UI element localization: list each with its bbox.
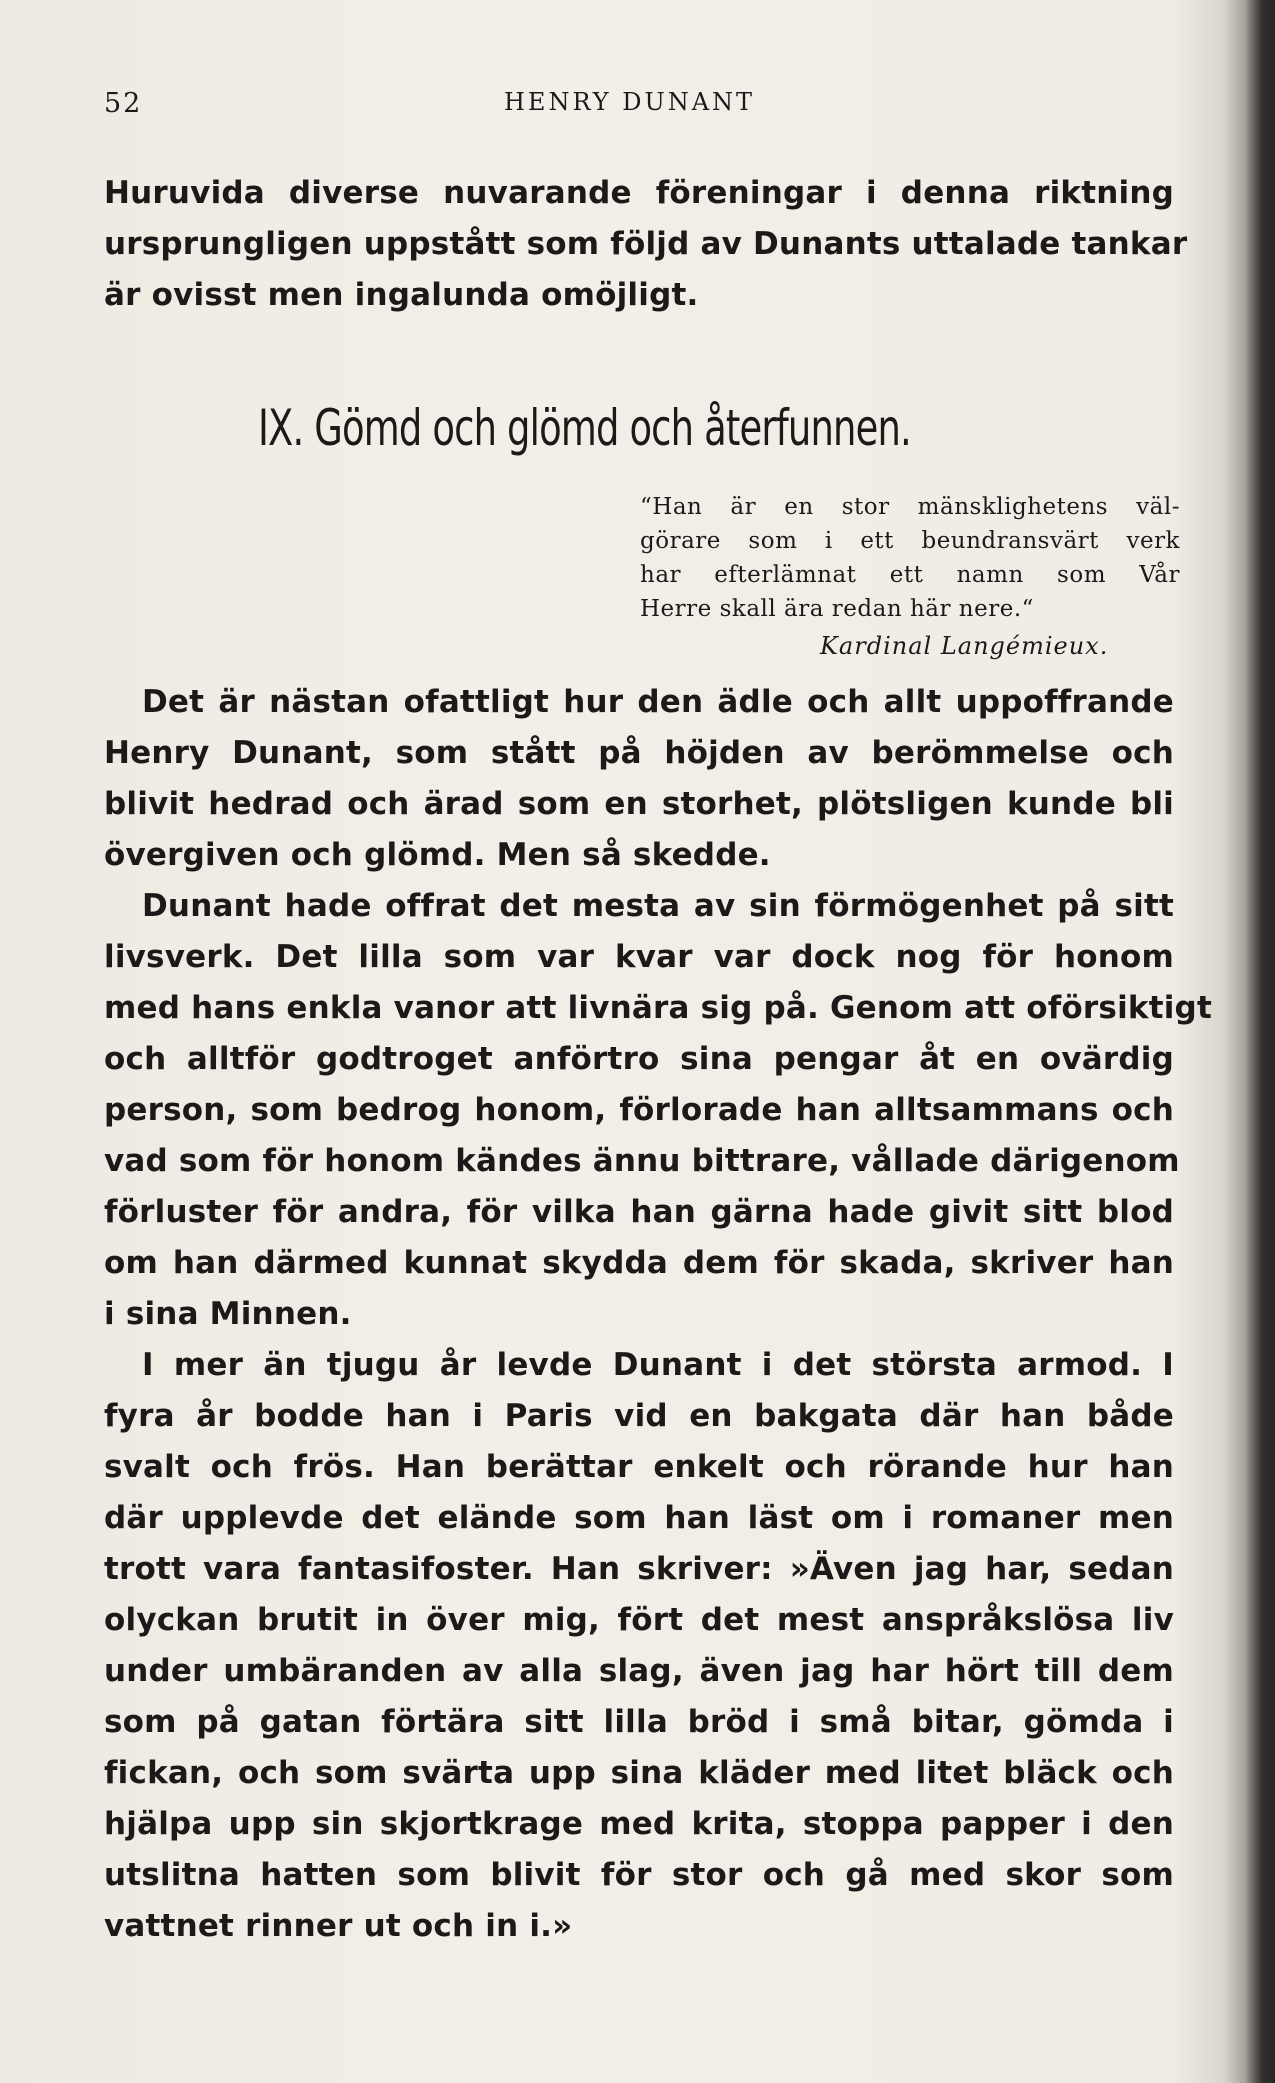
text-line: övergiven och glömd. Men så skedde. xyxy=(104,837,771,873)
text-line: Huruvida diverse nuvarande föreningar i denna riktning xyxy=(104,175,1174,211)
text-line: hjälpa upp sin skjortkrage med krita, stoppa papper i den xyxy=(104,1806,1174,1842)
epigraph-line: Herre skall ära redan här nere.“ xyxy=(640,596,1034,622)
text-line: som på gatan förtära sitt lilla bröd i små bitar, gömda i xyxy=(104,1704,1174,1740)
text-line: med hans enkla vanor att livnära sig på. Genom att oförsiktigt xyxy=(104,990,1212,1026)
running-title: HENRY DUNANT xyxy=(504,88,756,116)
text-line: om han därmed kunnat skydda dem för skada, skriver han xyxy=(104,1245,1174,1281)
text-line: fickan, och som svärta upp sina kläder med litet bläck och xyxy=(104,1755,1174,1791)
text-line: I mer än tjugu år levde Dunant i det största armod. I xyxy=(142,1347,1174,1383)
epigraph-line: har efterlämnat ett namn som Vår xyxy=(640,562,1180,588)
text-line: olyckan brutit in över mig, fört det mest anspråkslösa liv xyxy=(104,1602,1174,1638)
text-line: blivit hedrad och ärad som en storhet, plötsligen kunde bli xyxy=(104,786,1174,822)
epigraph-line: “Han är en stor mänsklighetens väl- xyxy=(640,494,1180,520)
text-line: där upplevde det elände som han läst om i romaner men xyxy=(104,1500,1174,1536)
text-line: i sina Minnen. xyxy=(104,1296,352,1332)
text-line: och alltför godtroget anförtro sina pengar åt en ovärdig xyxy=(104,1041,1174,1077)
epigraph-line: görare som i ett beundransvärt verk xyxy=(640,528,1180,554)
text-line: livsverk. Det lilla som var kvar var dock nog för honom xyxy=(104,939,1174,975)
text-line: är ovisst men ingalunda omöjligt. xyxy=(104,277,699,313)
text-line: person, som bedrog honom, förlorade han alltsammans och xyxy=(104,1092,1174,1128)
text-line: Det är nästan ofattligt hur den ädle och allt uppoffrande xyxy=(142,684,1174,720)
text-line: vattnet rinner ut och in i.» xyxy=(104,1908,573,1944)
text-line: trott vara fantasifoster. Han skriver: »Även jag har, sedan xyxy=(104,1551,1174,1587)
chapter-heading: IX. Gömd och glömd och återfunnen. xyxy=(258,399,911,457)
running-header xyxy=(104,88,1174,128)
text-line: Dunant hade offrat det mesta av sin förmögenhet på sitt xyxy=(142,888,1174,924)
text-line: vad som för honom kändes ännu bittrare, vållade därigenom xyxy=(104,1143,1180,1179)
text-line: förluster för andra, för vilka han gärna hade givit sitt blod xyxy=(104,1194,1174,1230)
text-line: ursprungligen uppstått som följd av Dunants uttalade tankar xyxy=(104,226,1188,262)
text-line: svalt och frös. Han berättar enkelt och rörande hur han xyxy=(104,1449,1174,1485)
text-line: fyra år bodde han i Paris vid en bakgata där han både xyxy=(104,1398,1174,1434)
page-edge-shadow xyxy=(1245,0,1275,2083)
epigraph-attribution: Kardinal Langémieux. xyxy=(820,632,1109,660)
text-line: under umbäranden av alla slag, även jag har hört till dem xyxy=(104,1653,1174,1689)
text-line: utslitna hatten som blivit för stor och gå med skor som xyxy=(104,1857,1174,1893)
text-line: Henry Dunant, som stått på höjden av berömmelse och xyxy=(104,735,1174,771)
page-number: 52 xyxy=(104,88,143,119)
